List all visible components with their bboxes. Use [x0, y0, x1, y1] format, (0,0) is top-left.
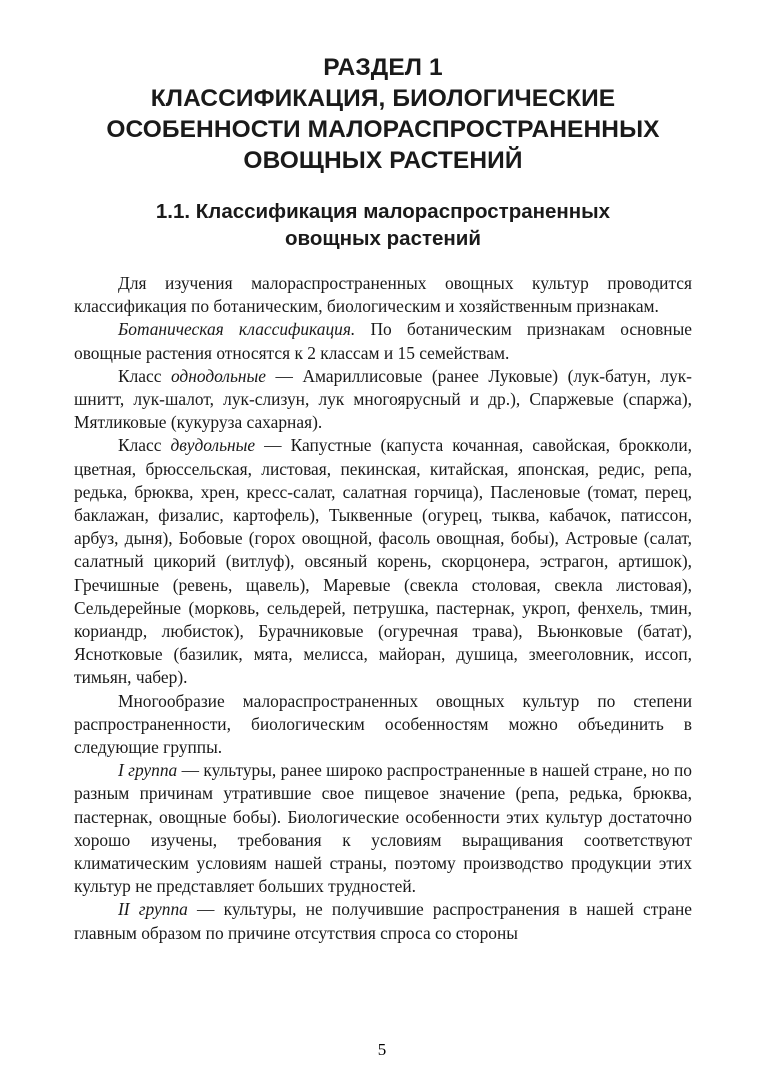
paragraph-group-2: II группа — культуры, не получившие распространения в нашей стране главным образом по причине отсутствия спроса со стороны	[74, 899, 692, 943]
paragraph-intro: Для изучения малораспространенных овощных культур проводится классификация по ботаническим, биологическим и хозяйственным признакам.	[74, 273, 692, 317]
subsection-title-line: 1.1. Классификация малораспространенных	[155, 200, 611, 223]
italic-term: двудольные	[170, 435, 256, 456]
subsection-title-line: овощных растений	[284, 227, 481, 250]
paragraph-botanical: Ботаническая классификация. По ботаническим признакам основные овощные растения относятся к 2 классам и 15 семействам.	[74, 319, 692, 363]
section-title-line: ОСОБЕННОСТИ МАЛОРАСПРОСТРАНЕННЫХ	[106, 116, 660, 143]
italic-term: I группа	[118, 760, 178, 781]
italic-term: II группа	[118, 899, 188, 920]
section-title-line: КЛАССИФИКАЦИЯ, БИОЛОГИЧЕСКИЕ	[150, 85, 616, 112]
page-number: 5	[377, 1040, 387, 1059]
paragraph-dicots: Класс двудольные — Капустные (капуста кочанная, савойская, брокколи, цветная, брюссельская, листовая, пекинская, китайская, японская, редис, репа, редька, брюква, хрен, кресс-салат, салатная горчица), Пасленовые (томат, перец, баклажан, физалис, картофель), Тыквенные (огурец, тыква, кабачок, патиссон, арбуз, дыня), Бобовые (горох овощной, фасоль овощная, бобы), Астровые (салат, салатный цикорий (витлуф), овсяный корень, скорцонера, эстрагон, артишок), Гречишные (ревень, щавель), Маревые (свекла столовая, свекла листовая), Сельдерейные (морковь, сельдерей, петрушка, пастернак, укроп, фенхель, тмин, кориандр, любисток), Бурачниковые (огуречная трава), Вьюнковые (батат), Яснотковые (базилик, мята, мелисса, майоран, душица, змееголовник, иссоп, тимьян, чабер).	[74, 435, 692, 688]
section-title-line: ОВОЩНЫХ РАСТЕНИЙ	[243, 147, 523, 174]
section-title-line: РАЗДЕЛ 1	[323, 54, 443, 81]
paragraph-group-1: I группа — культуры, ранее широко распространенные в нашей стране, но по разным причинам утратившие свое пищевое значение (репа, редька, брюква, пастернак, овощные бобы). Биологические особенности этих культур достаточно хорошо изучены, требования к условиям выращивания соответствуют климатическим условиям нашей страны, поэтому производство продукции этих культур не представляет больших трудностей.	[74, 760, 692, 897]
italic-term: однодольные	[170, 365, 267, 386]
paragraph-monocots: Класс однодольные — Амариллисовые (ранее Луковые) (лук-батун, лук-шнитт, лук-шалот, лук-слизун, лук многоярусный и др.), Спаржевые (спаржа), Мятликовые (кукуруза сахарная).	[74, 365, 692, 433]
body-text	[74, 272, 692, 945]
subsection-title	[74, 198, 692, 252]
paragraph-groups: Многообразие малораспространенных овощных культур по степени распространенности, биологическим особенностям можно объединить в следующие группы.	[74, 690, 692, 758]
italic-term: Ботаническая классификация.	[118, 319, 356, 340]
section-title	[74, 52, 692, 176]
